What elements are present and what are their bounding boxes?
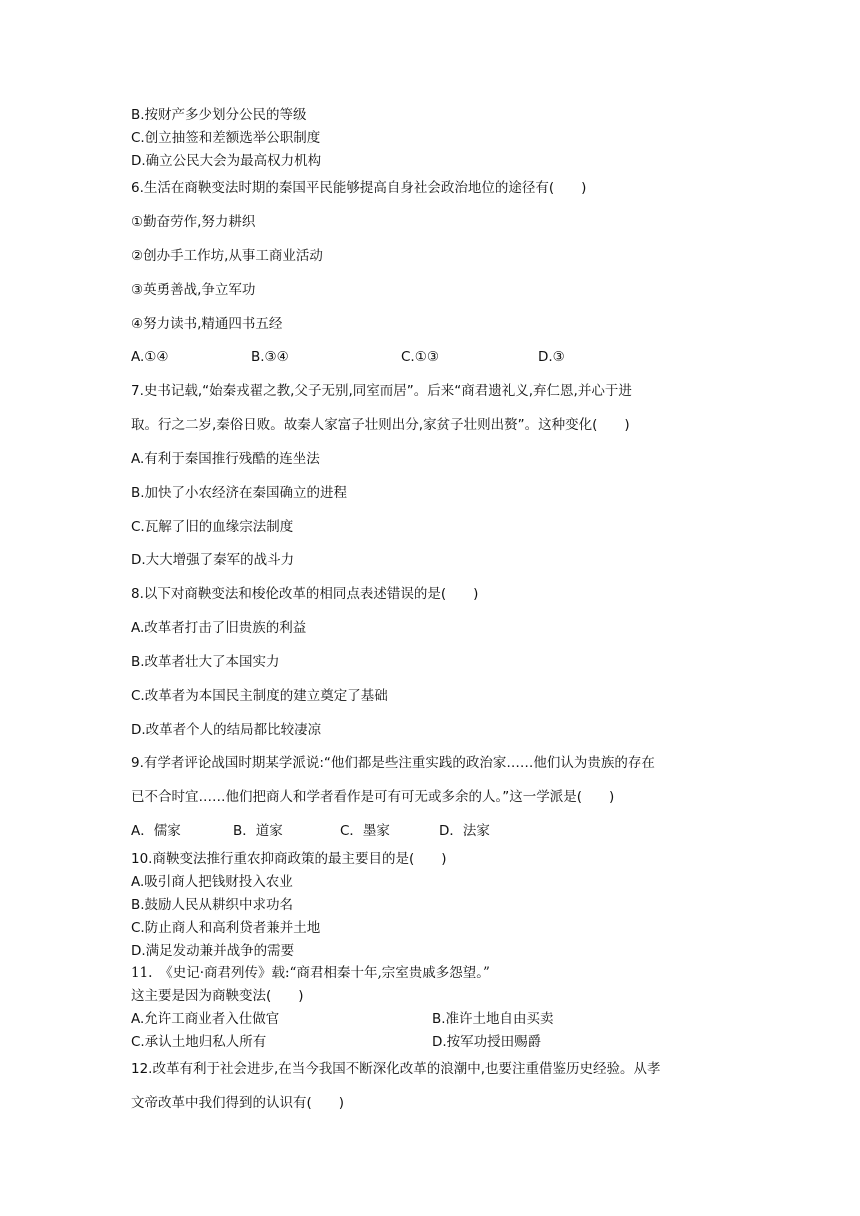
q11-option-a: A.允许工商业者入仕做官: [131, 1011, 280, 1027]
q10-option-c: C.防止商人和高利贷者兼并土地: [131, 920, 321, 936]
q8-stem: 8.以下对商鞅变法和梭伦改革的相同点表述错误的是( ): [131, 586, 479, 602]
q6-option-b: B.③④: [251, 349, 289, 365]
q10-option-a: A.吸引商人把钱财投入农业: [131, 874, 293, 890]
q7-option-b: B.加快了小农经济在秦国确立的进程: [131, 485, 348, 501]
q6-stem: 6.生活在商鞅变法时期的秦国平民能够提高自身社会政治地位的途径有( ): [131, 180, 587, 196]
q9-option-c: C．墨家: [340, 823, 390, 839]
q11-option-b: B.准许土地自由买卖: [432, 1011, 554, 1027]
q11-stem-line-2: 这主要是因为商鞅变法( ): [131, 988, 304, 1004]
q5-option-b: B.按财产多少划分公民的等级: [131, 107, 307, 123]
q7-stem-line-1: 7.史书记载,“始秦戎翟之教,父子无别,同室而居”。后来“商君遗礼义,弃仁恩,并心于进: [131, 383, 632, 399]
q10-option-b: B.鼓励人民从耕织中求功名: [131, 897, 294, 913]
q8-option-a: A.改革者打击了旧贵族的利益: [131, 620, 307, 636]
q6-option-a: A.①④: [131, 349, 169, 365]
q12-stem-line-1: 12.改革有利于社会进步,在当今我国不断深化改革的浪潮中,也要注重借鉴历史经验。从孝: [131, 1061, 661, 1077]
q11-option-d: D.按军功授田赐爵: [432, 1034, 542, 1050]
q6-item-1: ①勤奋劳作,努力耕织: [131, 214, 256, 230]
q8-option-d: D.改革者个人的结局都比较凄凉: [131, 722, 322, 738]
q9-option-d: D．法家: [439, 823, 490, 839]
q6-item-2: ②创办手工作坊,从事工商业活动: [131, 248, 323, 264]
q7-option-d: D.大大增强了秦军的战斗力: [131, 552, 295, 568]
q12-stem-line-2: 文帝改革中我们得到的认识有( ): [131, 1095, 345, 1111]
q6-item-3: ③英勇善战,争立军功: [131, 282, 256, 298]
q8-option-b: B.改革者壮大了本国实力: [131, 654, 280, 670]
q9-stem-line-2: 已不合时宜……他们把商人和学者看作是可有可无或多余的人。”这一学派是( ): [131, 789, 615, 805]
q11-stem-line-1: 11. 《史记·商君列传》载:“商君相秦十年,宗室贵戚多怨望。”: [131, 965, 490, 981]
q8-option-c: C.改革者为本国民主制度的建立奠定了基础: [131, 688, 388, 704]
q7-stem-line-2: 取。行之二岁,秦俗日败。故秦人家富子壮则出分,家贫子壮则出赘”。这种变化( ): [131, 417, 630, 433]
q7-option-a: A.有利于秦国推行残酷的连坐法: [131, 451, 320, 467]
q5-option-c: C.创立抽签和差额选举公职制度: [131, 130, 321, 146]
q6-option-c: C.①③: [401, 349, 439, 365]
q10-option-d: D.满足发动兼并战争的需要: [131, 943, 295, 959]
q7-option-c: C.瓦解了旧的血缘宗法制度: [131, 519, 294, 535]
q9-option-b: B．道家: [233, 823, 283, 839]
q6-item-4: ④努力读书,精通四书五经: [131, 316, 283, 332]
q11-option-c: C.承认土地归私人所有: [131, 1034, 267, 1050]
q5-option-d: D.确立公民大会为最高权力机构: [131, 153, 322, 169]
q9-option-a: A．儒家: [131, 823, 181, 839]
q6-option-d: D.③: [538, 349, 565, 365]
q9-stem-line-1: 9.有学者评论战国时期某学派说:“他们都是些注重实践的政治家……他们认为贵族的存在: [131, 755, 655, 771]
q10-stem: 10.商鞅变法推行重农抑商政策的最主要目的是( ): [131, 851, 447, 867]
